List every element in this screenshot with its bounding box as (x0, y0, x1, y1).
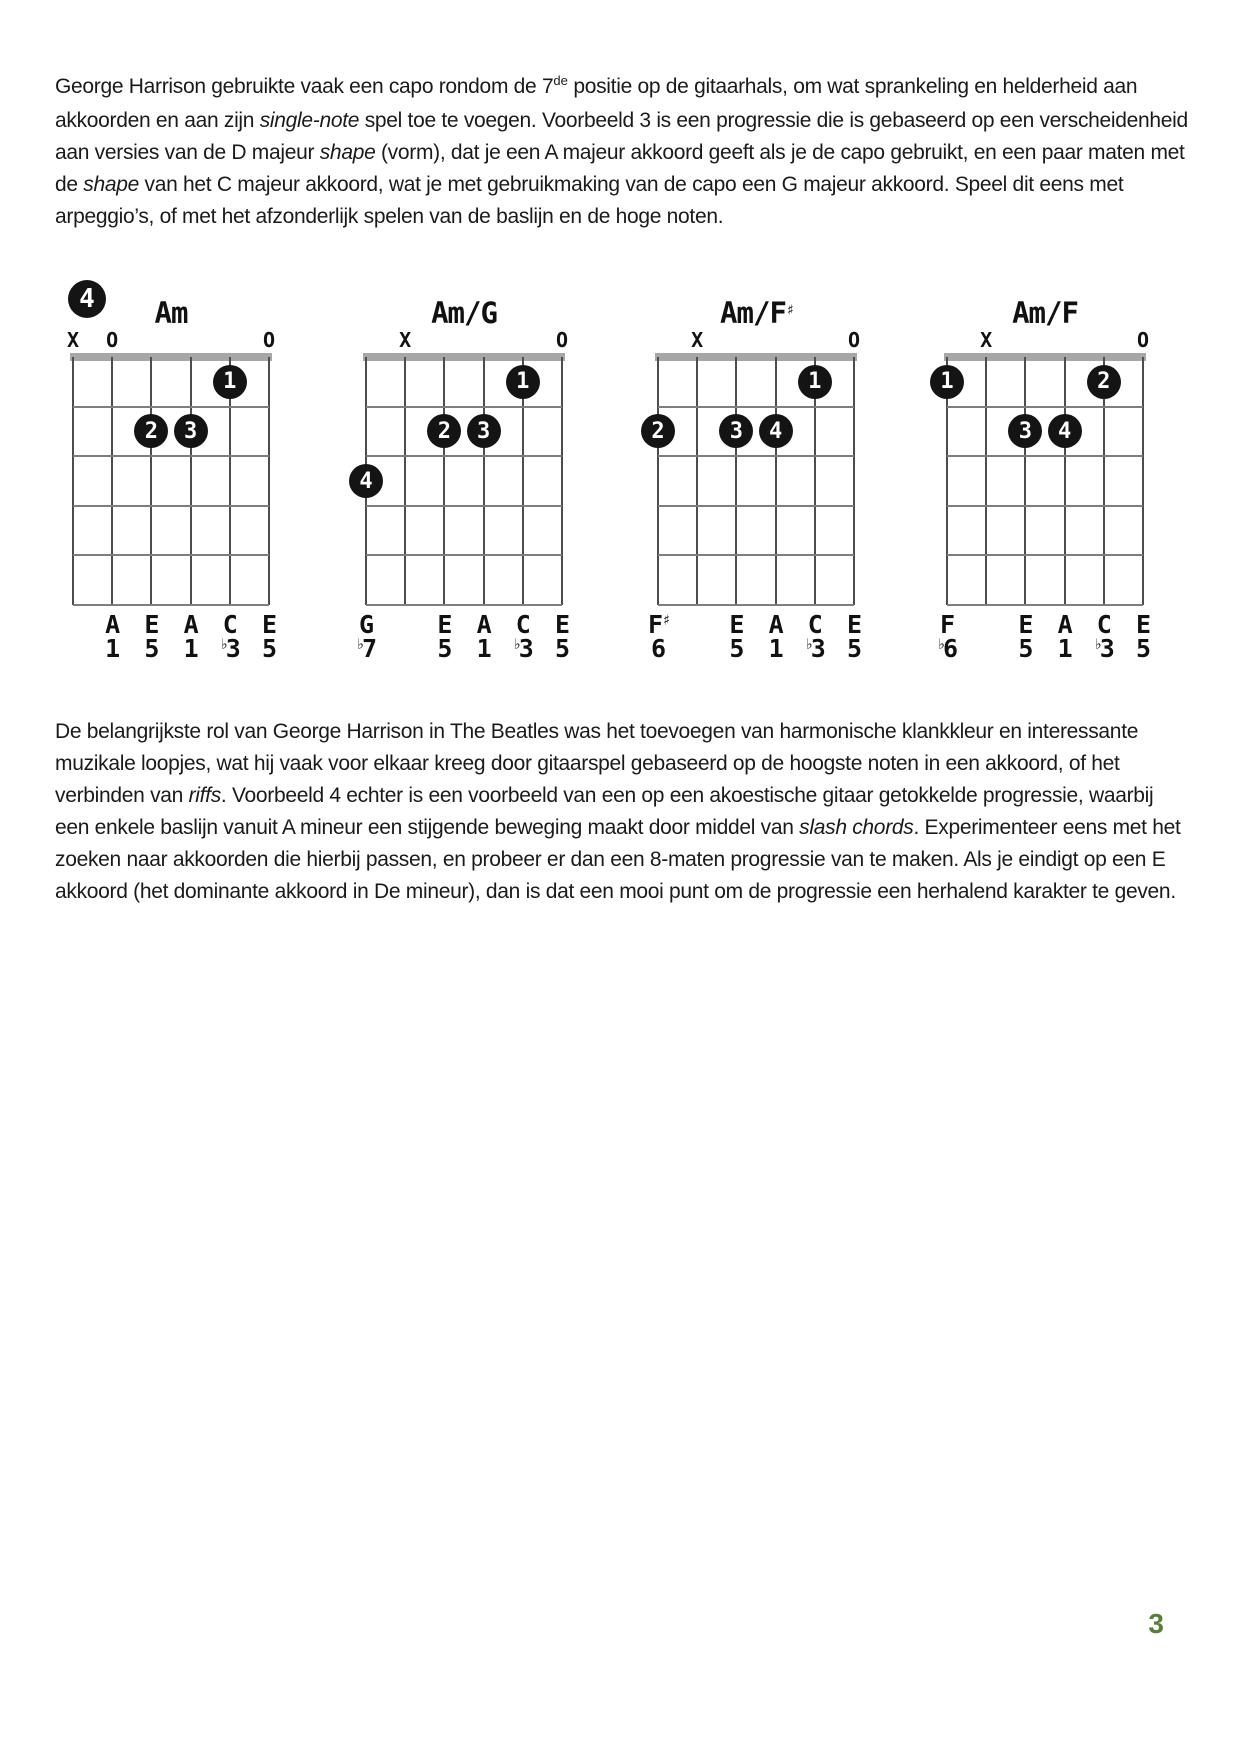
finger-dot: 4 (1048, 414, 1082, 448)
body-text: positie op de gitaarhals, om wat sprankeling en helderheid aan akkoorden en aan zijn (55, 75, 1138, 132)
nut (70, 353, 272, 361)
finger-dot: 1 (213, 365, 247, 399)
degree-label: ♭6 (936, 634, 958, 663)
flat-symbol: ♭ (355, 635, 364, 653)
string-line (190, 357, 192, 605)
italic-text: riffs (188, 784, 221, 807)
flat-symbol: ♭ (804, 635, 813, 653)
finger-dot: 3 (467, 414, 501, 448)
string-line (1064, 357, 1066, 605)
string-line (775, 357, 777, 605)
note-label: A (183, 610, 198, 639)
degree-label: 5 (437, 634, 452, 663)
string-line (853, 357, 855, 605)
note-label: C (222, 610, 237, 639)
body-text: van het C majeur akkoord, wat je met gebruikmaking van de capo een G majeur akkoord. Speel dit eens met arpeggio’s, of met het afzonderlijk spelen van de baslijn en de hoge noten. (55, 173, 1124, 228)
fret-line (947, 406, 1143, 408)
string-line (150, 357, 152, 605)
string-line (735, 357, 737, 605)
string-line (985, 357, 987, 605)
string-line (1142, 357, 1144, 605)
note-label: E (144, 610, 159, 639)
fret-line (366, 455, 562, 457)
chord-name: Am/F (1012, 296, 1078, 330)
note-label: E (554, 610, 570, 639)
string-line (268, 357, 270, 605)
nut (363, 353, 565, 361)
finger-dot: 1 (506, 365, 540, 399)
finger-dot: 3 (719, 414, 753, 448)
fret-line (73, 406, 269, 408)
fret-line (658, 406, 854, 408)
note-label: C (515, 610, 530, 639)
note-label: C (1096, 610, 1111, 639)
superscript-text: de (553, 73, 568, 88)
note-label: E (261, 610, 277, 639)
fret-line (658, 505, 854, 507)
degree-label: 1 (1057, 634, 1072, 663)
degree-label: 5 (846, 634, 862, 663)
body-text: George Harrison gebruikte vaak een capo rondom de 7 (55, 75, 554, 98)
finger-dot: 4 (349, 464, 383, 498)
fret-line (366, 604, 562, 606)
finger-dot: 2 (427, 414, 461, 448)
degree-label: 5 (261, 634, 277, 663)
nut (655, 353, 857, 361)
fret-line (366, 505, 562, 507)
muted-string-marker: X (691, 328, 704, 352)
fret-line (658, 604, 854, 606)
finger-dot: 2 (1087, 365, 1121, 399)
string-line (72, 357, 74, 605)
body-text: (vorm), dat je een A majeur akkoord geeft als je de capo gebruikt, en een paar maten met de (55, 141, 1185, 196)
string-line (657, 357, 659, 605)
note-label: E (729, 610, 744, 639)
open-string-marker: O (847, 328, 861, 352)
degree-label: 1 (105, 634, 120, 663)
italic-text: slash chords (799, 816, 914, 839)
degree-label: ♭3 (1093, 634, 1114, 663)
note-label: E (846, 610, 862, 639)
string-line (443, 357, 445, 605)
fret-line (73, 604, 269, 606)
fret-line (73, 505, 269, 507)
string-line (1024, 357, 1026, 605)
note-label: F (939, 610, 955, 639)
finger-dot: 1 (798, 365, 832, 399)
fret-line (947, 505, 1143, 507)
fret-line (658, 554, 854, 556)
flat-symbol: ♭ (219, 635, 228, 653)
sharp-symbol: ♯ (662, 611, 671, 629)
muted-string-marker: X (66, 328, 80, 352)
finger-dot: 3 (1008, 414, 1042, 448)
flat-symbol: ♭ (512, 635, 521, 653)
muted-string-marker: X (980, 328, 993, 352)
page-number: 3 (1148, 1608, 1164, 1639)
note-label: A (105, 610, 120, 639)
fret-line (658, 455, 854, 457)
open-string-marker: O (106, 328, 119, 352)
note-label: E (1018, 610, 1033, 639)
finger-dot: 2 (641, 414, 675, 448)
string-line (561, 357, 563, 605)
chord-name: Am (154, 296, 188, 330)
degree-label: 5 (1135, 634, 1151, 663)
note-label: C (807, 610, 822, 639)
degree-label: 5 (554, 634, 570, 663)
degree-label: 1 (476, 634, 491, 663)
degree-label: 6 (650, 634, 666, 663)
body-text: . Experimenteer eens met het zoeken naar akkoorden die hierbij passen, en probeer er dan een 8-maten progressie van te maken. Als je eindigt op een E akkoord (het dominante akkoord in De mineur), dan is dat een mooi punt om de progressie een herhalend karakter te geven. (55, 816, 1181, 903)
string-line (404, 357, 406, 605)
italic-text: single-note (259, 109, 360, 132)
finger-dot: 3 (174, 414, 208, 448)
open-string-marker: O (1136, 328, 1150, 352)
fret-line (947, 554, 1143, 556)
finger-dot: 1 (930, 365, 964, 399)
finger-dot: 4 (759, 414, 793, 448)
degree-label: ♭3 (512, 634, 533, 663)
string-line (111, 357, 113, 605)
italic-text: shape (319, 141, 376, 164)
string-line (696, 357, 698, 605)
degree-label: 5 (729, 634, 744, 663)
example-number-badge: 4 (68, 280, 106, 318)
finger-dot: 2 (134, 414, 168, 448)
degree-label: ♭3 (219, 634, 240, 663)
fret-line (947, 604, 1143, 606)
body-text: . Voorbeeld 4 echter is een voorbeeld van een op een akoestische gitaar getokkelde progressie, waarbij een enkele baslijn vanuit A mineur een stijgende beweging maakt door middel van (55, 784, 1154, 839)
degree-label: 5 (1018, 634, 1033, 663)
outro-paragraph (55, 716, 1189, 908)
fret-line (366, 554, 562, 556)
note-label: F♯ (647, 610, 671, 639)
note-label: E (437, 610, 452, 639)
note-label: E (1135, 610, 1151, 639)
nut (944, 353, 1146, 361)
body-text: spel toe te voegen. Voorbeeld 3 is een progressie die is gebaseerd op een verscheidenheid aan versies van de D majeur (55, 109, 1188, 164)
sharp-symbol: ♯ (785, 301, 794, 319)
string-line (483, 357, 485, 605)
open-string-marker: O (262, 328, 276, 352)
degree-label: 1 (768, 634, 783, 663)
degree-label: 1 (183, 634, 198, 663)
flat-symbol: ♭ (1093, 635, 1102, 653)
fret-line (947, 455, 1143, 457)
fret-line (73, 554, 269, 556)
degree-label: ♭3 (804, 634, 825, 663)
note-label: G (358, 610, 374, 639)
muted-string-marker: X (399, 328, 412, 352)
body-text: De belangrijkste rol van George Harrison in The Beatles was het toevoegen van harmonische klankkleur en interessante muzikale loopjes, wat hij vaak voor elkaar kreeg door gitaarspel gebaseerd op de hoogste noten in een akkoord, of het verbinden van (55, 720, 1139, 807)
chord-name: Am/G (431, 296, 497, 330)
chord-name: Am/F♯ (720, 296, 794, 330)
italic-text: shape (83, 173, 140, 196)
note-label: A (768, 610, 783, 639)
degree-label: ♭7 (355, 634, 377, 663)
open-string-marker: O (555, 328, 569, 352)
note-label: A (1057, 610, 1072, 639)
flat-symbol: ♭ (936, 635, 945, 653)
degree-label: 5 (144, 634, 159, 663)
fret-line (73, 455, 269, 457)
fret-line (366, 406, 562, 408)
note-label: A (476, 610, 491, 639)
